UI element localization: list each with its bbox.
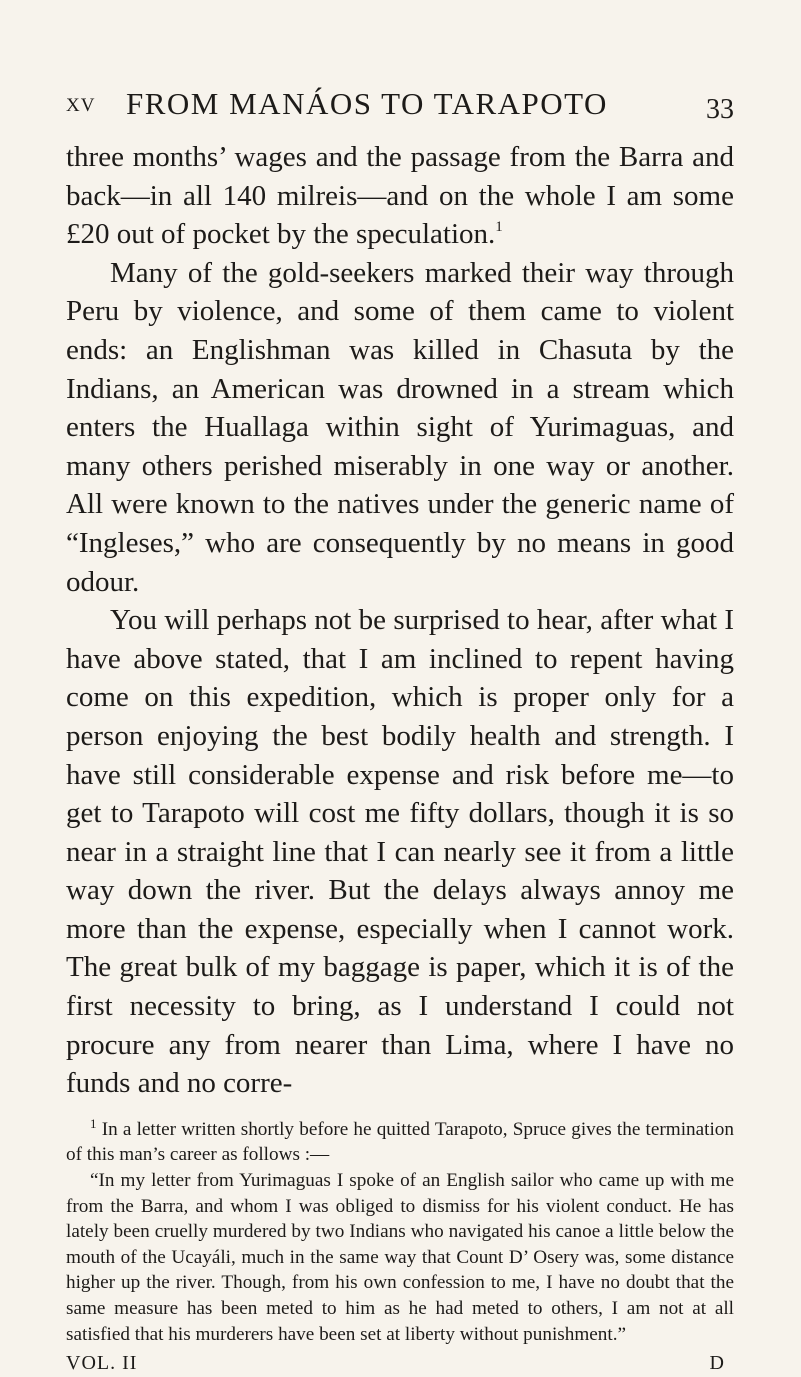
footnote [66, 1117, 734, 1168]
page-number: 33 [706, 94, 734, 125]
paragraph [66, 138, 734, 254]
footnote-marker: 1 [90, 1115, 97, 1131]
paragraph [66, 254, 734, 601]
footnote-quote-text: “In my letter from Yurimaguas I spoke of an English sailor who came up with me from the Barra, and whom I was obliged to dismiss for his violent conduct. He has lately been cruelly murdered by two Indians who navigated his canoe a little below the mouth of the Ucayáli, much in the same way that Count D’ Osery was, some distance higher up the river. Though, from his own confession to me, I have no doubt that the same measure has been meted to him as he had meted to others, I am not at all satisfied that his murderers have been set at liberty without punishment.” [66, 1170, 734, 1345]
running-head [66, 82, 734, 126]
book-page [66, 82, 734, 1377]
page-footer [66, 1349, 734, 1377]
paragraph-text: three months’ wages and the passage from the Barra and back—in all 140 milreis—and on the whole I am some £20 out of pocket by the speculation. [66, 141, 734, 251]
footnotes [66, 1117, 734, 1347]
paragraph-text: You will perhaps not be surprised to hear, after what I have above stated, that I am inclined to repent having come on this expedition, which is proper only for a person enjoying the best bodily health and strength. I have still considerable expense and risk before me—to get to Tarapoto will cost me fifty dollars, though it is so near in a straight line that I can nearly see it from a little way down the river. But the delays always annoy me more than the expense, especially when I cannot work. The great bulk of my baggage is paper, which it is of the first necessity to bring, as I understand I could not procure any from nearer than Lima, where I have no funds and no corre- [66, 604, 734, 1100]
footnote-intro: In a letter written shortly before he quitted Tarapoto, Spruce gives the termination of this man’s career as follows :— [66, 1118, 734, 1166]
footnote-quote [66, 1168, 734, 1347]
paragraph [66, 601, 734, 1103]
chapter-number: XV [66, 95, 96, 116]
running-title: FROM MANÁOS TO TARAPOTO [126, 86, 608, 121]
main-text [66, 138, 734, 1103]
paragraph-text: Many of the gold-seekers marked their way through Peru by violence, and some of them came to violent ends: an Englishman was killed in Chasuta by the Indians, an American was drowned in a stream which enters the Huallaga within sight of Yurimaguas, and many others perished miserably in one way or another. All were known to the natives under the generic name of “Ingleses,” who are consequently by no means in good odour. [66, 256, 734, 598]
footnote-reference[interactable]: 1 [495, 219, 503, 236]
volume-label: VOL. II [66, 1352, 138, 1375]
signature-mark: D [709, 1352, 724, 1375]
